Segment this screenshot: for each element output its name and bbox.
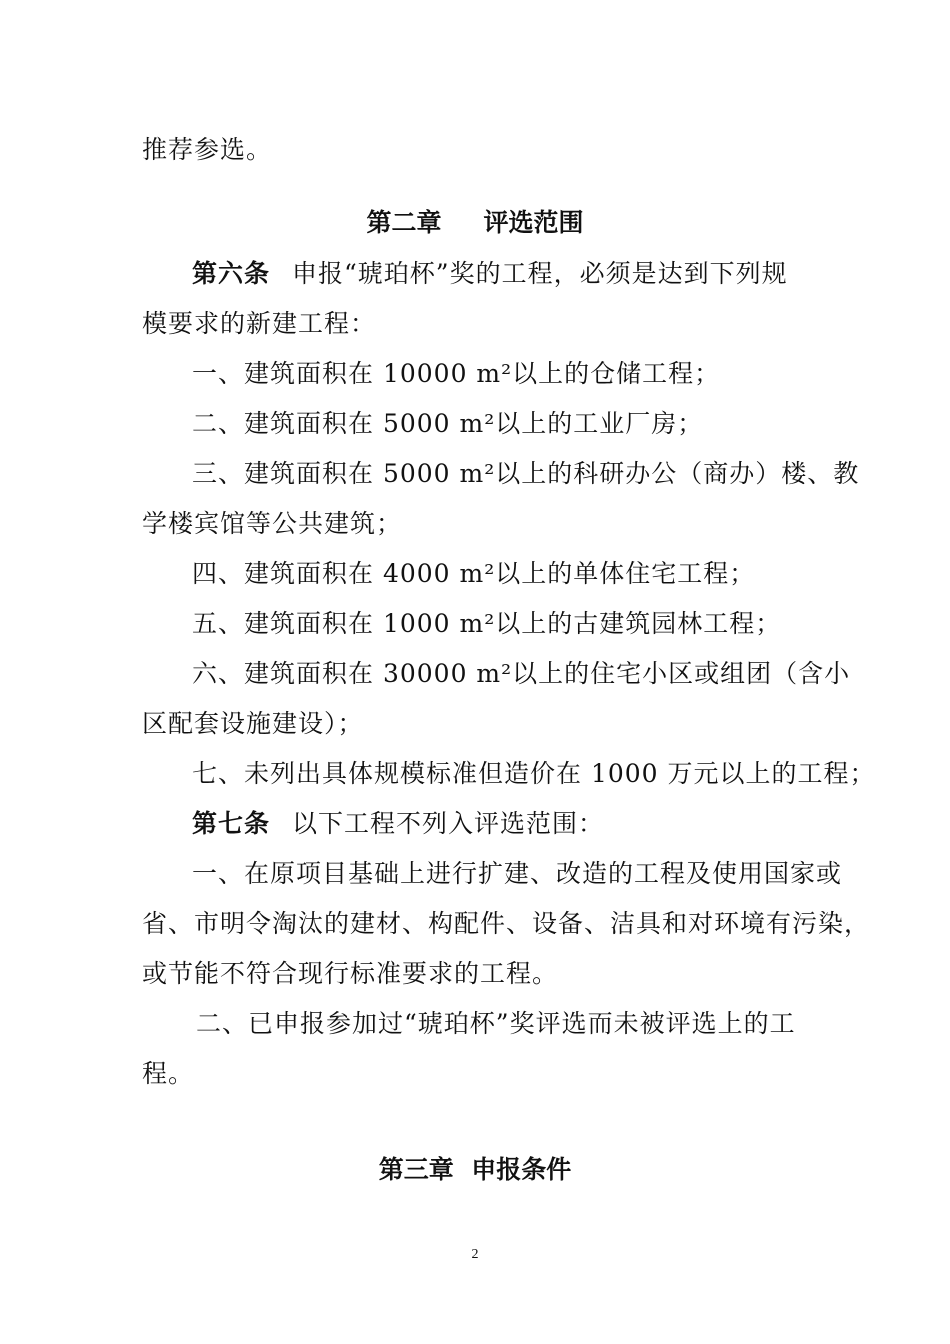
article-label: 第七条 xyxy=(192,809,271,838)
list-item: 一、在原项目基础上进行扩建、改造的工程及使用国家或 xyxy=(192,859,843,888)
list-item-continuation: 省、市明令淘汰的建材、构配件、设备、洁具和对环境有污染， xyxy=(142,909,871,938)
chapter-title: 评选范围 xyxy=(483,208,584,237)
chapter-number: 第二章 xyxy=(366,208,442,237)
article-label: 第六条 xyxy=(192,259,271,288)
page-number: 2 xyxy=(471,1247,479,1262)
article-line xyxy=(192,257,872,291)
list-item-continuation: 学楼宾馆等公共建筑； xyxy=(142,509,403,538)
list-item: 三、建筑面积在 5000 m²以上的科研办公（商办）楼、教 xyxy=(192,459,860,488)
list-item: 六、建筑面积在 30000 m²以上的住宅小区或组团（含小 xyxy=(192,659,851,688)
list-item-continuation: 区配套设施建设）； xyxy=(142,709,364,738)
list-item: 二、建筑面积在 5000 m²以上的工业厂房； xyxy=(192,409,704,438)
paragraph-line: 模要求的新建工程： xyxy=(142,309,377,338)
chapter-heading xyxy=(0,206,950,240)
list-item: 七、未列出具体规模标准但造价在 1000 万元以上的工程； xyxy=(192,759,876,788)
list-item-continuation: 程。 xyxy=(142,1059,195,1088)
list-item-continuation: 或节能不符合现行标准要求的工程。 xyxy=(142,959,559,988)
list-item: 四、建筑面积在 4000 m²以上的单体住宅工程； xyxy=(192,559,756,588)
list-item: 一、建筑面积在 10000 m²以上的仓储工程； xyxy=(192,359,721,388)
article-text: 申报“琥珀杯”奖的工程，必须是达到下列规 xyxy=(292,259,788,288)
article-text: 以下工程不列入评选范围： xyxy=(292,809,605,838)
chapter-heading: 第三章 申报条件 xyxy=(378,1155,572,1184)
article-line xyxy=(192,807,872,841)
list-item: 二、已申报参加过“琥珀杯”奖评选而未被评选上的工 xyxy=(196,1009,796,1038)
list-item: 五、建筑面积在 1000 m²以上的古建筑园林工程； xyxy=(192,609,782,638)
paragraph-line: 推荐参选。 xyxy=(142,135,273,164)
